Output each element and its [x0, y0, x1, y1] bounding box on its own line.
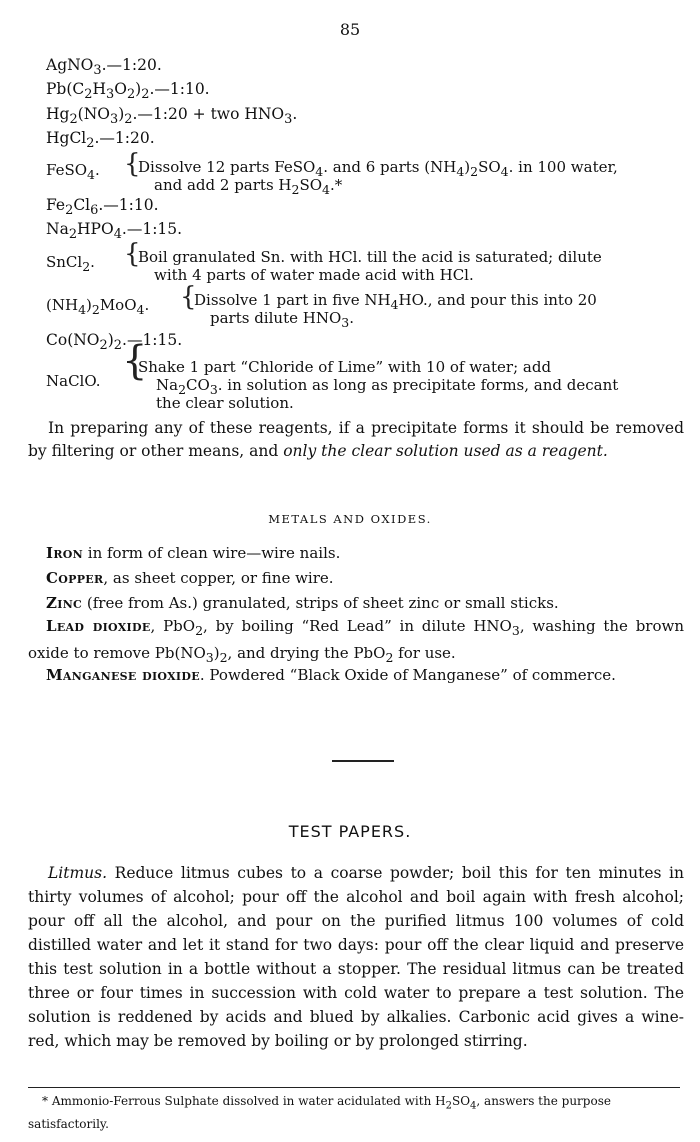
- reagent-label: NaClO.: [46, 372, 101, 390]
- metal-copper: Copper, as sheet copper, or fine wire.: [46, 569, 334, 587]
- reagent-ferric-chloride: $Fe_2Cl_6.—1:10$.: [46, 196, 159, 219]
- reagent-sodium-phosphate: $Na_2HPO_4.—1:15$.: [46, 220, 183, 243]
- brace-icon: {: [124, 149, 141, 179]
- reagent-instruction-cont: and add 2 parts $H_2SO_4.*$: [154, 176, 343, 197]
- litmus-paragraph: Litmus. Reduce litmus cubes to a coarse powder; boil this for ten minutes in thirty volumes of alcohol; pour off the alcohol and boil again with fresh alcohol; pour off all the alcohol, and pour on the purified litmus 100 volumes of cold distilled water and let it stand for two days: pour off the clear liquid and preserve this test solution in a bottle without a stopper. The residual litmus can be treated three or four times in succession with cold water to prepare a test solution. The solution is reddened by acids and blued by alkalies. Carbonic acid gives a wine-red, which may be removed by boiling or by prolonged stirring.: [28, 864, 684, 1050]
- litmus-label: Litmus.: [48, 864, 108, 882]
- reagent-lead-acetate: $Pb(C_2H_3O_2)_2.—1:10$.: [46, 80, 210, 103]
- brace-icon: {: [124, 239, 141, 269]
- reagent-label: FeSO$_4$.: [46, 161, 100, 182]
- reagent-ferrous-sulphate: [46, 149, 686, 198]
- reagent-instruction-cont: parts dilute $HNO_3$.: [210, 309, 354, 330]
- reagent-mercuric-chloride: HgCl$_2$.—1:20.: [46, 129, 155, 152]
- reagent-label: $(NH_4)_2MoO_4$.: [46, 296, 150, 317]
- reagent-instruction-cont: $Na_2CO_3$. in solution as long as precipitate forms, and decant: [156, 376, 619, 397]
- reagent-mercurous-nitrate: $Hg_2(NO_3)_2.—1:20$ + two $HNO_3$.: [46, 105, 298, 128]
- preparing-note: In preparing any of these reagents, if a precipitate forms it should be removed by filtering or other means, and only the clear solution used as a reagent.: [28, 419, 684, 460]
- reagent-stannous-chloride: [46, 239, 686, 288]
- section-divider: [332, 760, 394, 762]
- reagent-instruction: Dissolve 1 part in five $NH_4HO$., and pour this into 20: [194, 291, 597, 312]
- metal-lead-dioxide: Lead dioxide, PbO$_2$, by boiling “Red Lead” in dilute $HNO_3$, washing the brown oxide to remove $Pb(NO_3)_2$, and drying the PbO$_2$ for use.: [28, 617, 684, 665]
- reagent-instruction-end: the clear solution.: [156, 394, 294, 412]
- footnote: * Ammonio-Ferrous Sulphate dissolved in water acidulated with $H_2SO_4$, answers the purpose satisfactorily.: [28, 1094, 611, 1132]
- test-papers-heading: TEST PAPERS.: [288, 822, 412, 841]
- reagent-ammonium-molybdate: [46, 282, 686, 331]
- reagent-silver-nitrate: AgNO$_3$.—1:20.: [46, 56, 162, 79]
- reagent-instruction: Shake 1 part “Chloride of Lime” with 10 of water; add: [138, 358, 552, 376]
- metals-heading: METALS AND OXIDES.: [268, 512, 432, 526]
- metal-zinc: Zinc (free from As.) granulated, strips of sheet zinc or small sticks.: [46, 594, 559, 612]
- brace-icon: {: [180, 282, 197, 312]
- brace-icon: {: [122, 338, 148, 384]
- reagent-instruction: Boil granulated Sn. with HCl. till the acid is saturated; dilute: [138, 248, 602, 266]
- reagent-instruction-cont: with 4 parts of water made acid with HCl.: [154, 266, 474, 284]
- page-number: 85: [339, 20, 361, 39]
- reagent-instruction: Dissolve 12 parts FeSO$_4$. and 6 parts $(NH_4)_2SO_4$. in 100 water,: [138, 158, 618, 179]
- footnote-rule: [28, 1087, 680, 1088]
- reagent-label: SnCl$_2$.: [46, 253, 95, 274]
- reagent-cobalt-nitrate: $Co(NO_2)_2.—1:15$.: [46, 331, 183, 354]
- metal-manganese-dioxide: Manganese dioxide. Powdered “Black Oxide of Manganese” of commerce.: [46, 666, 616, 684]
- metal-iron: Iron in form of clean wire—wire nails.: [46, 544, 341, 562]
